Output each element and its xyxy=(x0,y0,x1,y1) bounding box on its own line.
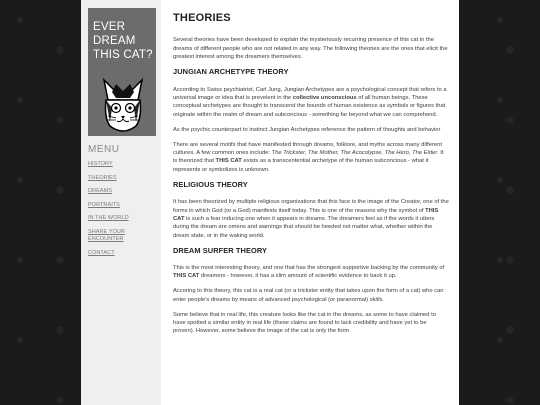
menu-title: MENU xyxy=(88,144,120,155)
bold-term: THIS CAT xyxy=(173,207,439,222)
text-span: exists as a transcentential archetype of the human subconcious - what it represents or symbolizes is unknown. xyxy=(173,158,429,173)
menu-item-contact[interactable]: CONTACT xyxy=(88,249,115,256)
italic-terms: The Trickster, The Mother, The Acocolypse, The Hero, The Elder. xyxy=(271,149,439,156)
logo-line-2: DREAM xyxy=(93,35,136,47)
text-span: It is theorized that xyxy=(173,149,444,165)
text-span: It has been theorized by multiple religious organizations that this face is the image of the Creator, one of the forms in which God (or a God) manifests itself today. This is one of the reasons why the symbol of xyxy=(173,199,449,214)
sidebar xyxy=(81,0,161,405)
text-span: is such a fear inducing one when it appears in dreams. The dreamers feel as if the words it utters during the dream are omens and warnings that should be heeded not matter what, whether within the dream state, or in the waking world. xyxy=(173,215,435,239)
logo-line-1: EVER xyxy=(93,21,126,33)
bold-term: collective unconscious xyxy=(292,94,357,101)
surfer-heading: DREAM SURFER THEORY xyxy=(173,245,268,255)
intro-paragraph: Several theories have been developed to explain the mysteriously recurring presence of this cat in the dreams of different people who are not related in any way. The following theories are the ones that elicit the greatest interest among the dreamers themselves. xyxy=(173,37,448,61)
site-logo[interactable] xyxy=(88,8,156,136)
jungian-paragraph-1 xyxy=(173,86,449,120)
jungian-paragraph-2: As the psychic counterpart to instinct Jungian Archetypes reference the pattern of thoughts and behavior xyxy=(173,126,441,133)
bold-term: THIS CAT xyxy=(215,158,242,165)
menu-item-theories[interactable]: THEORIES xyxy=(88,174,117,181)
religious-paragraph-1 xyxy=(173,198,449,240)
text-span: Accoring to this theory, this cat is a real cat (or a trickster entity that takes upon the form of a cat) who can enter people's dreams by means of advanced psychological (or paranormal) xyxy=(173,288,444,303)
text-span: This is the most interesting theory, and one that has the strongest supportive backing by the community of xyxy=(173,265,445,272)
text-span: There are several motifs that have manifested through dreams, folklore, and myths across many different cultures. A few common ones include: xyxy=(173,141,442,156)
menu-item-in-the-world[interactable]: IN THE WORLD xyxy=(88,215,129,222)
sidebar-menu xyxy=(88,161,158,263)
text-span: of all human beings. These conceptual archetypes are thought to transcend the bounds of human existence as symbols or figures that originate within the realm of dream and subconcious - something far beyond what we can comprehend. xyxy=(173,94,446,118)
surfer-paragraph-3: Some believe that in real life, this creature looks like the cat in the dreams, as some to have claimed to have spotted a similar entity in real life (these claims are found to lack credibility and have yet to be proven). However, some believe the image of the cat is only the form xyxy=(173,311,436,335)
surfer-paragraph-1 xyxy=(173,264,449,281)
menu-item-history[interactable]: HISTORY xyxy=(88,161,113,167)
religious-heading: RELIGIOUS THEORY xyxy=(173,179,248,189)
main-content xyxy=(173,14,449,342)
logo-line-3: THIS CAT? xyxy=(93,49,153,61)
menu-item-portraits[interactable]: PORTRAITS xyxy=(88,201,120,208)
page-title: THEORIES xyxy=(173,12,231,24)
italic-term: skills. xyxy=(369,296,384,303)
text-span: According to Swiss psychiatrist, Carl Jung, Jungian Archetypes are a psychological concept that refers to a universal image or idea that is prevelent in the xyxy=(173,86,447,101)
jungian-heading: JUNGIAN ARCHETYPE THEORY xyxy=(173,67,289,77)
menu-item-share-your-encounter[interactable]: SHARE YOUR ENCOUNTER xyxy=(88,228,125,242)
bold-term: THIS CAT xyxy=(173,273,200,280)
surfer-paragraph-2 xyxy=(173,287,449,304)
jungian-paragraph-3 xyxy=(173,141,449,175)
logo-text xyxy=(93,20,153,62)
cat-face-icon xyxy=(102,78,144,134)
text-span: dreamers - however, it has a slim amount of scientific evidence to back it up. xyxy=(199,273,397,280)
menu-item-dreams[interactable]: DREAMS xyxy=(88,188,112,195)
page xyxy=(81,0,459,405)
